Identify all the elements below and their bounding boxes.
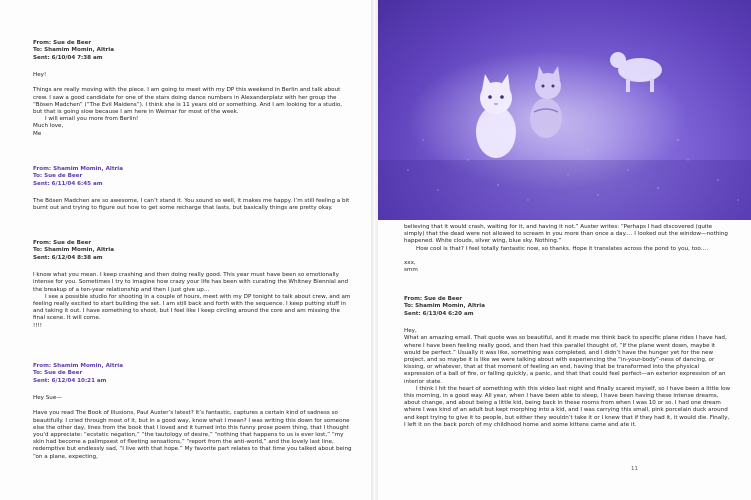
- page-number: 11: [631, 466, 638, 472]
- email-greeting: Hey,: [404, 328, 417, 335]
- email-4: [33, 363, 353, 461]
- email-from: From: Sue de Beer: [404, 296, 463, 302]
- email-to: To: Shamim Momin, Altria: [404, 303, 485, 310]
- email-paragraph: I see a possible studio for shooting in a couple of hours, meet with my DP tonight to talk about crew, and am feeling really excited to start building the set. I am still back and forth with the sequence. I keep putting stuff in and taking it out. I have something to shoot, but I feel like I keep circling around the core and am missing the final scene. It will come.: [33, 293, 351, 322]
- email-body: The Bösen Madchen are so awesome, I can’t stand it. You sound so well, it makes me happy. I’m still feeling a bit burnt out and trying to figure out how to get some recharge that lasts, but basically things are pretty okay.: [33, 198, 350, 212]
- email-from: From: Shamim Momin, Altria: [33, 166, 123, 172]
- email-from: From: Shamim Momin, Altria: [33, 363, 123, 369]
- email-to: To: Sue de Beer: [33, 370, 83, 377]
- photo-porcelain-cats: [378, 0, 751, 220]
- email-paragraph: How cool is that? I feel totally fantastic now, so thanks. Hope it translates across the pond to you, too….: [416, 245, 709, 252]
- email-sent: Sent: 6/10/04 7:38 am: [33, 54, 103, 61]
- email-from: From: Sue de Beer: [33, 40, 92, 46]
- email-end: !!!!: [33, 322, 42, 329]
- email-sent: Sent: 6/11/04 6:45 am: [33, 180, 103, 187]
- email-sent: Sent: 6/12/04 8:38 am: [33, 254, 103, 261]
- email-sent: Sent: 6/13/04 6:20 am: [404, 310, 474, 317]
- email-1: [33, 40, 353, 138]
- email-paragraph: I think I hit the heart of something with this video last night and finally scared myself, so I have been a little low this morning, in a good way. All year, when I have been able to sleep, I have been having these intense dreams, about change, and about being a little kid, being back in these rooms from when I was 10 or so. I had one dream where I was kind of an adult but kept morphing into a kid, and I was carrying this small, pink porcelain duck around and kept trying to give it to people, but either they wouldn’t take it or I knew that if they had it, it would die. Finally, I left it on the back porch of my childhood home and some kittens came and ate it.: [404, 385, 731, 428]
- email-to: To: Sue de Beer: [33, 173, 83, 180]
- photo-illustration: [378, 0, 751, 220]
- right-page: [378, 0, 751, 500]
- email-greeting: Hey!: [33, 72, 47, 79]
- email-body: I know what you mean. I keep crashing and then doing really good. This year must have been so emotionally intense for you. Sometimes I try to imagine how crazy your life has been with curating the Whitney Biennial and the breakup of a ten-year relationship and then I just give up…: [33, 272, 349, 293]
- email-closing: Much love,: [33, 123, 64, 130]
- email-body-continued: believing that it would crash, waiting for it, and having it not.” Auster writes: “Perhaps I had discovered (quite simply) that the dead were not allowed to scream in you more than once a day.… I looked out the window—nothing happened. White clouds, silver wing, blue sky. Nothing.”: [404, 224, 728, 245]
- email-line: I will email you more from Berlin!: [45, 116, 139, 123]
- email-to: To: Shamim Momin, Altria: [33, 47, 114, 54]
- email-greeting: Hey Sue—: [33, 395, 62, 402]
- left-page: [0, 0, 373, 500]
- email-4-continued: [404, 224, 731, 274]
- email-closing: xxx,: [404, 259, 416, 266]
- email-from: From: Sue de Beer: [33, 240, 92, 246]
- email-signature: Me: [33, 130, 42, 137]
- email-2: [33, 166, 353, 213]
- email-to: To: Shamim Momin, Altria: [33, 247, 114, 254]
- email-sent: Sent: 6/12/04 10:21 am: [33, 377, 107, 384]
- email-5: [404, 296, 731, 429]
- email-signature: smm: [404, 267, 418, 274]
- email-body: What an amazing email. That quote was so beautiful, and it made me think back to specific plane rides I have had, where I have been feeling really good, and then had this parallel thought of, “If the plane went down, maybe it would be perfect.” Usually it was like, something was completed, and I didn’t have the hunger yet for the new project, and so maybe it is like we were talking about with experiencing the “in-your-body”-ness of dancing, or kissing, or whatever, that at that moment of feeling an end, having that be transformed into the physical expression of a ball of fire, or falling quickly, a panic, and that that could feel perfect—an exterior expression of an interior state.: [404, 335, 727, 385]
- email-3: [33, 240, 353, 330]
- email-body: Have you read The Book of Illusions, Paul Auster’s latest? It’s fantastic, captures a certain kind of sadness so beautifully. I cried through most of it, but in a good way, know what I mean? I was writing this down for someone else the other day, lines from the book that I loved and it turned into this funny prose poem thing, that I thought you’d appreciate: “ecstatic negation,” “the tautology of desire,” “nothing that happens to us is ever lost,” “my skin had become a palimpsest of fleeting sensations,” “report from the anti-world,” and the lovely last line, redemptive but endlessly sad, “I live with that hope.” My favorite part relates to that time you talked about being “on a plane, expecting,: [33, 410, 352, 460]
- email-body: Things are really moving with the piece. I am going to meet with my DP this weekend in Berlin and talk about crew. I saw a good candidate for one of the stars doing dance numbers in Alexanderplatz with her group the “Bösen Madchen” (“The Evil Maidens”). I think she is 11 years old or something. And I am looking for a studio, but that is going slow because I am here in Weimar for most of the week.: [33, 87, 343, 116]
